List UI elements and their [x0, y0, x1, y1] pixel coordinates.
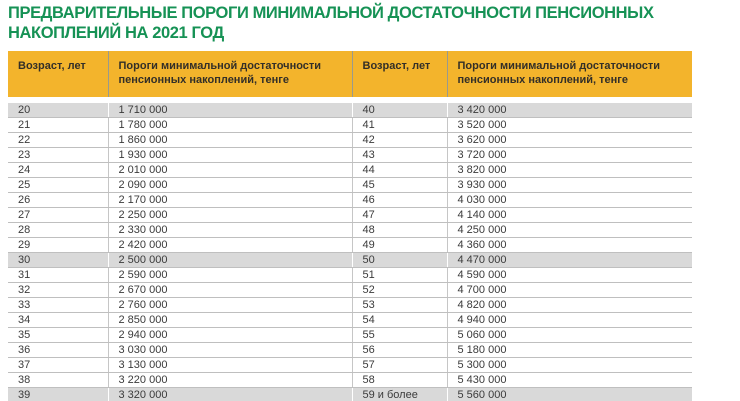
age-cell: 50 — [352, 253, 447, 268]
threshold-cell: 1 710 000 — [108, 100, 352, 118]
threshold-cell: 3 420 000 — [447, 100, 692, 118]
threshold-cell: 4 590 000 — [447, 268, 692, 283]
threshold-cell: 4 030 000 — [447, 193, 692, 208]
age-cell: 55 — [352, 328, 447, 343]
threshold-cell: 5 560 000 — [447, 388, 692, 401]
table-row — [8, 313, 692, 328]
threshold-cell: 5 300 000 — [447, 358, 692, 373]
threshold-cell: 4 470 000 — [447, 253, 692, 268]
threshold-cell: 2 940 000 — [108, 328, 352, 343]
threshold-cell: 1 930 000 — [108, 148, 352, 163]
column-header-age-left: Возраст, лет — [8, 51, 108, 100]
age-cell: 34 — [8, 313, 108, 328]
threshold-cell: 2 010 000 — [108, 163, 352, 178]
age-cell: 30 — [8, 253, 108, 268]
table-row — [8, 283, 692, 298]
age-cell: 40 — [352, 100, 447, 118]
table-row — [8, 100, 692, 118]
threshold-cell: 4 360 000 — [447, 238, 692, 253]
age-cell: 31 — [8, 268, 108, 283]
table-row — [8, 253, 692, 268]
age-cell: 59 и более — [352, 388, 447, 401]
threshold-cell: 3 030 000 — [108, 343, 352, 358]
age-cell: 37 — [8, 358, 108, 373]
threshold-cell: 3 520 000 — [447, 118, 692, 133]
threshold-cell: 1 780 000 — [108, 118, 352, 133]
table-row — [8, 373, 692, 388]
table-row — [8, 343, 692, 358]
age-cell: 53 — [352, 298, 447, 313]
table-row — [8, 178, 692, 193]
table-row — [8, 193, 692, 208]
threshold-cell: 3 620 000 — [447, 133, 692, 148]
age-cell: 51 — [352, 268, 447, 283]
table-row — [8, 238, 692, 253]
threshold-cell: 2 760 000 — [108, 298, 352, 313]
threshold-cell: 1 860 000 — [108, 133, 352, 148]
age-cell: 42 — [352, 133, 447, 148]
threshold-cell: 2 670 000 — [108, 283, 352, 298]
threshold-cell: 2 170 000 — [108, 193, 352, 208]
threshold-cell: 4 700 000 — [447, 283, 692, 298]
threshold-cell: 5 060 000 — [447, 328, 692, 343]
age-cell: 56 — [352, 343, 447, 358]
table-header — [8, 51, 692, 100]
table-row — [8, 358, 692, 373]
age-cell: 21 — [8, 118, 108, 133]
threshold-cell: 4 940 000 — [447, 313, 692, 328]
age-cell: 20 — [8, 100, 108, 118]
age-cell: 43 — [352, 148, 447, 163]
table-row — [8, 133, 692, 148]
age-cell: 38 — [8, 373, 108, 388]
age-cell: 25 — [8, 178, 108, 193]
age-cell: 57 — [352, 358, 447, 373]
header-row — [8, 51, 692, 100]
age-cell: 33 — [8, 298, 108, 313]
age-cell: 46 — [352, 193, 447, 208]
table-row — [8, 328, 692, 343]
threshold-cell: 4 820 000 — [447, 298, 692, 313]
column-header-threshold-left: Пороги минимальной достаточности пенсионных накоплений, тенге — [108, 51, 352, 100]
table-body — [8, 100, 692, 401]
age-cell: 24 — [8, 163, 108, 178]
threshold-cell: 2 850 000 — [108, 313, 352, 328]
table-row — [8, 208, 692, 223]
age-cell: 23 — [8, 148, 108, 163]
threshold-cell: 2 090 000 — [108, 178, 352, 193]
age-cell: 47 — [352, 208, 447, 223]
column-header-threshold-right: Пороги минимальной достаточности пенсионных накоплений, тенге — [447, 51, 692, 100]
age-cell: 58 — [352, 373, 447, 388]
threshold-cell: 3 130 000 — [108, 358, 352, 373]
age-cell: 45 — [352, 178, 447, 193]
threshold-cell: 3 220 000 — [108, 373, 352, 388]
threshold-cell: 3 930 000 — [447, 178, 692, 193]
table-row — [8, 163, 692, 178]
threshold-cell: 4 250 000 — [447, 223, 692, 238]
age-cell: 52 — [352, 283, 447, 298]
column-header-age-right: Возраст, лет — [352, 51, 447, 100]
table-row — [8, 223, 692, 238]
table-row — [8, 148, 692, 163]
age-cell: 29 — [8, 238, 108, 253]
age-cell: 28 — [8, 223, 108, 238]
age-cell: 54 — [352, 313, 447, 328]
age-cell: 32 — [8, 283, 108, 298]
age-cell: 35 — [8, 328, 108, 343]
age-cell: 49 — [352, 238, 447, 253]
threshold-cell: 2 330 000 — [108, 223, 352, 238]
table-row — [8, 118, 692, 133]
threshold-cell: 4 140 000 — [447, 208, 692, 223]
threshold-cell: 5 180 000 — [447, 343, 692, 358]
age-cell: 26 — [8, 193, 108, 208]
threshold-cell: 3 820 000 — [447, 163, 692, 178]
age-cell: 44 — [352, 163, 447, 178]
threshold-cell: 3 320 000 — [108, 388, 352, 401]
threshold-cell: 2 250 000 — [108, 208, 352, 223]
age-cell: 48 — [352, 223, 447, 238]
thresholds-table — [8, 51, 692, 401]
threshold-cell: 2 590 000 — [108, 268, 352, 283]
page-title: ПРЕДВАРИТЕЛЬНЫЕ ПОРОГИ МИНИМАЛЬНОЙ ДОСТАТОЧНОСТИ ПЕНСИОННЫХ НАКОПЛЕНИЙ НА 2021 ГОД — [8, 4, 654, 42]
age-cell: 22 — [8, 133, 108, 148]
threshold-cell: 5 430 000 — [447, 373, 692, 388]
threshold-cell: 3 720 000 — [447, 148, 692, 163]
table-row — [8, 298, 692, 313]
age-cell: 27 — [8, 208, 108, 223]
table-row — [8, 268, 692, 283]
threshold-cell: 2 500 000 — [108, 253, 352, 268]
threshold-cell: 2 420 000 — [108, 238, 352, 253]
age-cell: 41 — [352, 118, 447, 133]
age-cell: 36 — [8, 343, 108, 358]
table-row — [8, 388, 692, 401]
age-cell: 39 — [8, 388, 108, 401]
